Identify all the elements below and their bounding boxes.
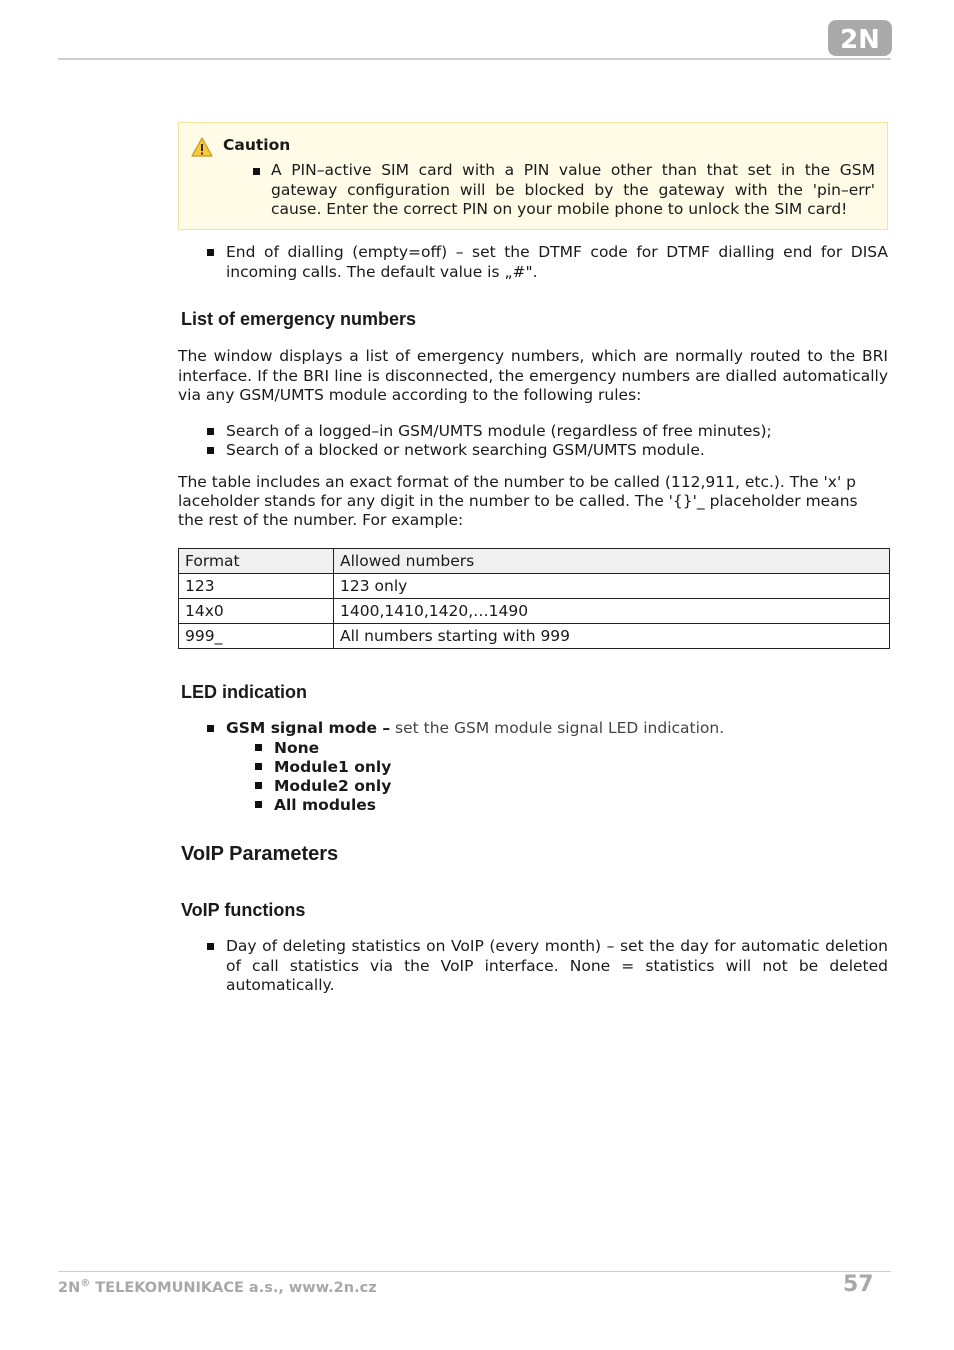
voip-heading: VoIP Parameters: [181, 843, 339, 865]
caution-box: [178, 122, 888, 230]
bullet-icon: [255, 782, 262, 789]
bullet-icon: [255, 744, 262, 751]
bullet-icon: [207, 447, 214, 454]
table-cell: 14x0: [179, 599, 334, 624]
column-header: Format: [179, 549, 334, 574]
led-item-text: set the GSM module signal LED indication.: [390, 719, 725, 737]
table-intro-line: the rest of the number. For example:: [178, 511, 464, 529]
table-cell: All numbers starting with 999: [334, 624, 890, 649]
led-item: [226, 719, 888, 739]
led-option: All modules: [274, 796, 376, 814]
table-intro-line: laceholder stands for any digit in the number to be called. The '{}'_ placeholder means: [178, 492, 858, 510]
bullet-icon: [207, 249, 214, 256]
footer-company: [58, 1278, 377, 1296]
page-number: 57: [843, 1272, 874, 1297]
dialling-end-item: End of dialling (empty=off) – set the DTMF code for DTMF dialling end for DISA incoming calls. The default value is „#".: [226, 243, 888, 281]
table-header-row: [179, 549, 890, 574]
rule-item: Search of a logged–in GSM/UMTS module (regardless of free minutes);: [226, 422, 772, 440]
emergency-heading: List of emergency numbers: [181, 309, 417, 329]
led-option: Module2 only: [274, 777, 392, 795]
header-rule: [58, 58, 891, 60]
table-row: [179, 624, 890, 649]
table-cell: 999_: [179, 624, 334, 649]
table-cell: 123 only: [334, 574, 890, 599]
format-table: [178, 548, 890, 649]
table-cell: 1400,1410,1420,…1490: [334, 599, 890, 624]
footer-company-rest: TELEKOMUNIKACE a.s., www.2n.cz: [90, 1279, 377, 1296]
table-row: [179, 599, 890, 624]
voip-subheading: VoIP functions: [181, 900, 306, 920]
company-logo: [828, 20, 892, 56]
led-heading: LED indication: [181, 682, 307, 702]
warning-icon: [191, 136, 213, 158]
table-cell: 123: [179, 574, 334, 599]
voip-item: Day of deleting statistics on VoIP (every month) – set the day for automatic deletion of call statistics via the VoIP interface. None = statistics will not be deleted automatically.: [226, 937, 888, 994]
bullet-icon: [207, 943, 214, 950]
table-intro-line: The table includes an exact format of the number to be called (112,911, etc.). The 'x' p: [178, 473, 857, 491]
bullet-icon: [255, 763, 262, 770]
rule-item: Search of a blocked or network searching GSM/UMTS module.: [226, 441, 705, 459]
bullet-icon: [255, 801, 262, 808]
led-option: Module1 only: [274, 758, 392, 776]
caution-text: A PIN–active SIM card with a PIN value other than that set in the GSM gateway configuration will be blocked by the gateway with the 'pin–err' cause. Enter the correct PIN on your mobile phone to unlock the SIM card!: [271, 161, 875, 218]
bullet-icon: [207, 725, 214, 732]
footer-company-prefix: 2N: [58, 1279, 81, 1296]
caution-title: Caution: [223, 136, 291, 154]
emergency-intro: The window displays a list of emergency numbers, which are normally routed to the BRI interface. If the BRI line is disconnected, the emergency numbers are dialled automatically via any GSM/UMTS module according to the following rules:: [178, 347, 888, 404]
led-item-label: GSM signal mode –: [226, 719, 391, 737]
registered-mark: ®: [80, 1278, 91, 1289]
table-row: [179, 574, 890, 599]
column-header: Allowed numbers: [334, 549, 890, 574]
led-option: None: [274, 739, 320, 757]
footer-rule: [58, 1271, 891, 1272]
bullet-icon: [253, 168, 260, 175]
bullet-icon: [207, 428, 214, 435]
svg-text:2N: 2N: [840, 25, 880, 55]
